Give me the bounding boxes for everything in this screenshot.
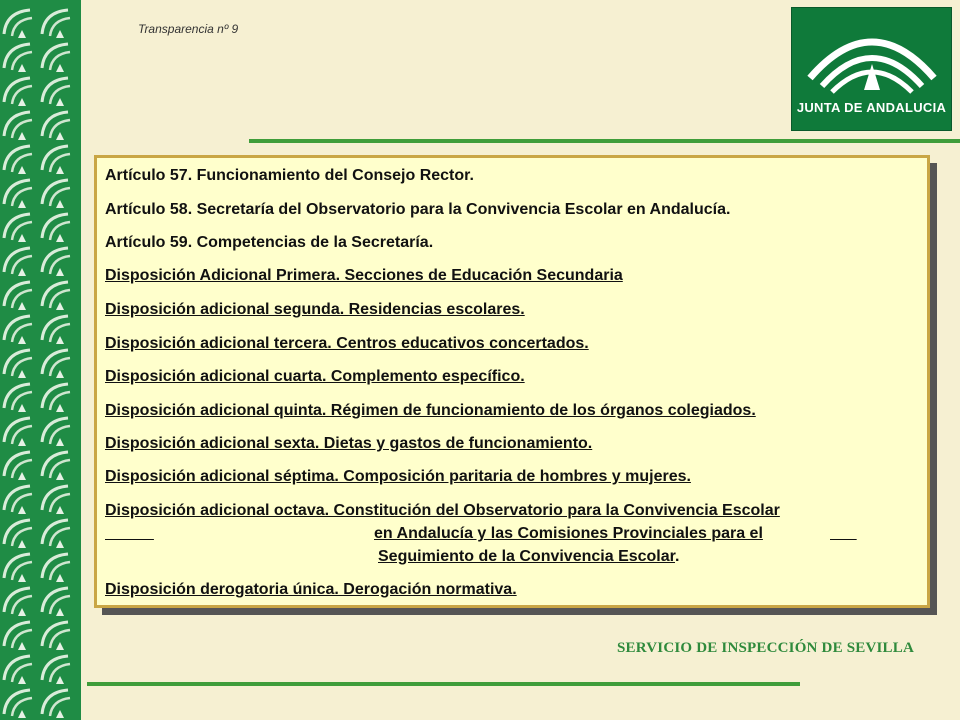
list-item-link[interactable]: Disposición adicional segunda. Residencias escolares. [105,301,525,318]
leaf-motif-icon [4,384,32,412]
leaf-motif-icon [42,10,70,38]
leaf-motif-icon [42,282,70,310]
leaf-motif-icon [4,44,32,72]
leaf-motif-icon [42,214,70,242]
leaf-motif-icon [42,554,70,582]
list-item: Artículo 58. Secretaría del Observatorio para la Convivencia Escolar en Andalucía. [105,201,731,218]
leaf-motif-icon [42,486,70,514]
leaf-motif-icon [42,452,70,480]
leaf-motif-icon [42,78,70,106]
leaf-motif-icon [4,690,32,718]
list-item-link[interactable]: Disposición adicional quinta. Régimen de funcionamiento de los órganos colegiados. [105,402,756,419]
leaf-pattern-icon [0,0,81,720]
leaf-motif-icon [42,146,70,174]
leaf-motif-icon [4,554,32,582]
leaf-motif-icon [42,44,70,72]
leaf-motif-icon [4,78,32,106]
leaf-motif-icon [4,486,32,514]
bottom-divider [87,682,800,686]
leaf-motif-icon [4,622,32,650]
leaf-motif-icon [4,112,32,140]
leaf-motif-icon [4,656,32,684]
octava-line3-period: . [675,548,680,565]
leaf-motif-icon [4,214,32,242]
leaf-motif-icon [4,316,32,344]
list-item-link[interactable]: Disposición adicional cuarta. Complemento específico. [105,368,525,385]
leaf-motif-icon [42,248,70,276]
underline-spacer [105,524,201,544]
leaf-motif-icon [4,588,32,616]
leaf-motif-icon [4,146,32,174]
underline-spacer [830,524,874,544]
list-item-link[interactable]: Disposición adicional tercera. Centros educativos concertados. [105,335,589,352]
list-item: Artículo 57. Funcionamiento del Consejo Rector. [105,167,474,184]
logo-text: JUNTA DE ANDALUCIA [796,100,947,115]
list-item: Artículo 59. Competencias de la Secretaría. [105,234,434,251]
leaf-motif-icon [4,520,32,548]
list-item-link-octava-line3[interactable] [378,547,679,567]
list-item-link-octava-line1[interactable]: Disposición adicional octava. Constitución del Observatorio para la Convivencia Escolar [105,502,780,519]
list-item-link[interactable]: Disposición derogatoria única. Derogación normativa. [105,581,517,598]
leaf-motif-icon [42,112,70,140]
leaf-motif-icon [4,248,32,276]
leaf-motif-icon [42,690,70,718]
leaf-motif-icon [42,622,70,650]
leaf-motif-icon [4,452,32,480]
leaf-motif-icon [42,180,70,208]
leaf-motif-icon [42,520,70,548]
list-item-link[interactable]: Disposición Adicional Primera. Secciones de Educación Secundaria [105,267,623,284]
leaf-motif-icon [42,316,70,344]
leaf-motif-icon [42,384,70,412]
leaf-motif-icon [4,282,32,310]
leaf-motif-icon [4,10,32,38]
octava-line3-text[interactable]: Seguimiento de la Convivencia Escolar [378,548,675,565]
leaf-motif-icon [42,350,70,378]
leaf-motif-icon [4,350,32,378]
leaf-motif-icon [4,418,32,446]
decorative-left-band [0,0,81,720]
footer-organization: SERVICIO DE INSPECCIÓN DE SEVILLA [617,640,914,656]
list-item-link-octava-line2[interactable]: en Andalucía y las Comisiones Provinciales para el [374,525,763,542]
top-divider [249,139,960,143]
leaf-motif-icon [4,180,32,208]
slide-number-label: Transparencia nº 9 [138,22,239,36]
leaf-motif-icon [42,656,70,684]
list-item-link[interactable]: Disposición adicional séptima. Composición paritaria de hombres y mujeres. [105,468,691,485]
list-item-link[interactable]: Disposición adicional sexta. Dietas y gastos de funcionamiento. [105,435,593,452]
leaf-motif-icon [42,418,70,446]
leaf-motif-icon [42,588,70,616]
junta-de-andalucia-logo [791,7,952,131]
